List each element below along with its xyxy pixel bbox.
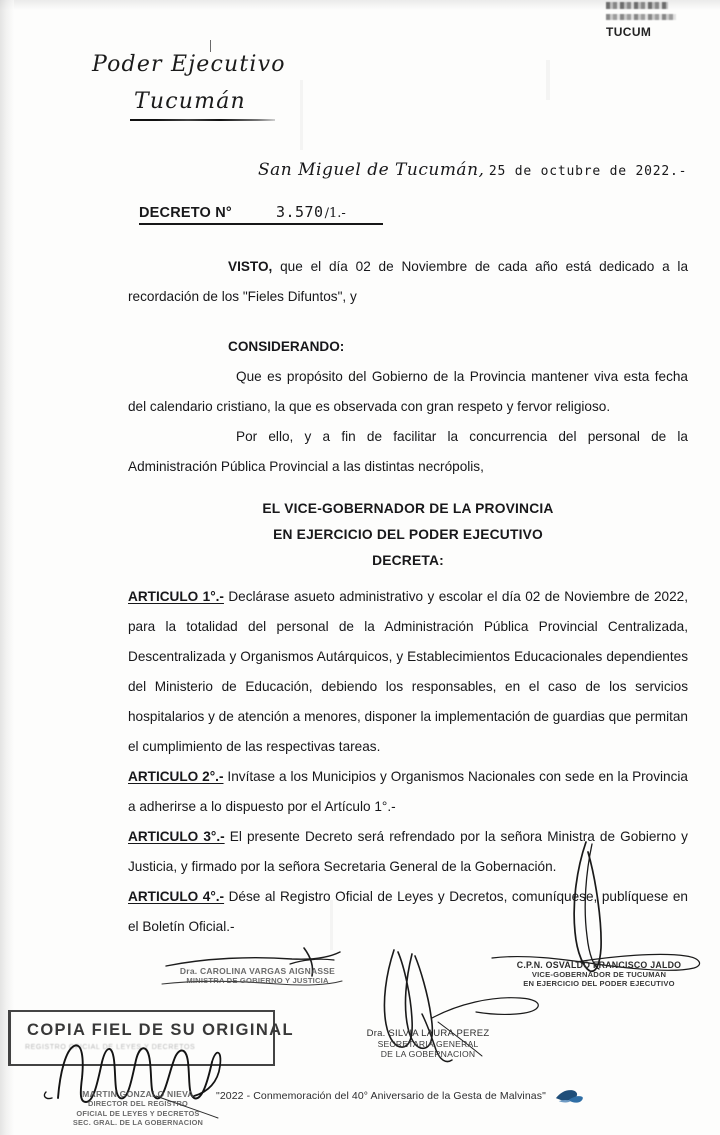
article-3-text: El presente Decreto será refrendado por la señora Ministra de Gobierno y Justicia, y firmado por la señora Secretaria General de la Gobernación. [128,829,688,874]
article-4 [128,882,688,942]
decree-label: DECRETO N° [139,205,232,221]
copia-fiel-stamp [8,1010,294,1066]
footer-text: "2022 - Conmemoración del 40° Aniversario de la Gesta de Malvinas" [216,1090,546,1102]
enacting-line-1: EL VICE-GOBERNADOR DE LA PROVINCIA [262,501,554,516]
enacting-line-2: EN EJERCICIO DEL PODER EJECUTIVO [273,527,543,542]
signature-block-jaldo [504,960,694,988]
document-body [128,252,688,942]
letterhead-line-2: Tucumán [134,89,246,114]
scan-streak [546,60,550,100]
signature-name-perez: Dra. SILVIA LAURA PEREZ [366,1028,490,1039]
page-footer [216,1088,584,1104]
signature-role-nieva-2: OFICIAL DE LEYES Y DECRETOS [76,1108,200,1118]
enacting-line-3: DECRETA: [372,553,444,568]
visto-text: que el día 02 de Noviembre de cada año está dedicado a la recordación de los "Fieles Difuntos", y [128,259,688,304]
signature-block-nieva [38,1089,238,1128]
decree-number: 3.570 [275,203,324,221]
signature-name-vargas: Dra. CAROLINA VARGAS AIGNASSE [179,966,336,976]
date-label: 25 de octubre de 2022.- [488,164,688,179]
article-3-label: ARTICULO 3°.- [128,829,225,844]
signature-role-nieva-3: SEC. GRAL. DE LA GOBERNACION [72,1118,204,1128]
considerando-paragraph-1: Que es propósito del Gobierno de la Provincia mantener viva esta fecha del calendario cristiano, la que es observada con gran respeto y fervor religioso. [128,369,688,414]
signature-role-perez-1: SECRETARIA GENERAL [377,1039,479,1049]
stamp-smudge-line-1 [606,2,668,9]
signature-role-jaldo-2: EN EJERCICIO DEL PODER EJECUTIVO [523,979,675,988]
considerando-paragraph-2: Por ello, y a fin de facilitar la concurrencia del personal de la Administración Pública Provincial a las distintas necrópolis, [128,429,688,474]
top-right-stamp [606,2,716,39]
malvinas-islands-logo-icon [554,1088,584,1104]
signature-role-perez-2: DE LA GOBERNACION [380,1049,476,1059]
letterhead-rule [130,119,275,121]
article-1-text: Declárase asueto administrativo y escolar el día 02 de Noviembre de 2022, para la totalidad del personal de la Administración Pública Provincial Centralizada, Descentralizada y Organismos Autárquicos, y Establecimientos Educacionales dependientes del Ministerio de Educación, debiendo los responsables, en el caso de los servicios hospitalarios y de atención a menores, disponer la implementación de guardias que permitan el cumplimiento de las respectivas tareas. [128,589,688,754]
decree-number-suffix: /1.- [324,206,346,221]
considerando-heading-text: CONSIDERANDO: [228,339,345,354]
signature-role-vargas: MINISTRA DE GOBIERNO Y JUSTICIA [186,976,329,985]
letterhead-tick-mark [210,40,211,52]
copia-fiel-stamp-text: COPIA FIEL DE SU ORIGINAL [27,1021,294,1039]
article-3 [128,822,688,882]
letterhead-line-1: Poder Ejecutivo [92,52,286,77]
article-2-label: ARTICULO 2°.- [128,769,224,784]
copia-fiel-stamp-subtext: REGISTRO OFICIAL DE LEYES Y DECRETOS [25,1044,196,1051]
article-4-label: ARTICULO 4°.- [128,889,225,904]
article-4-text: Dése al Registro Oficial de Leyes y Decretos, comuníquese, publíquese en el Boletín Oficial.- [128,889,688,934]
stamp-smudge-line-2 [606,14,676,20]
top-stamp-label: TUCUM [606,25,652,39]
visto-keyword: VISTO, [228,259,273,274]
decree-number-line [139,203,383,225]
letterhead [92,52,332,121]
signature-block-vargas [150,966,365,985]
article-1 [128,582,688,762]
place-label: San Miguel de Tucumán, [258,160,485,180]
signature-name-jaldo: C.P.N. OSVALDO FRANCISCO JALDO [516,960,682,970]
visto-paragraph [128,252,688,312]
considerando-heading [128,332,688,362]
place-and-date [258,160,687,180]
signature-role-jaldo-1: VICE-GOBERNADOR DE TUCUMAN [531,970,667,979]
signature-role-nieva-1: DIRECTOR DEL REGISTRO [87,1099,188,1108]
article-2 [128,762,688,822]
article-2-text: Invítase a los Municipios y Organismos Nacionales con sede en la Provincia a adherirse a lo dispuesto por el Artículo 1°.- [128,769,688,814]
signature-block-perez [348,1028,508,1059]
article-1-label: ARTICULO 1°.- [128,589,224,604]
signature-name-nieva: MARTIN GONZALO NIEVA [82,1089,194,1099]
scan-edge-left [0,0,14,1135]
